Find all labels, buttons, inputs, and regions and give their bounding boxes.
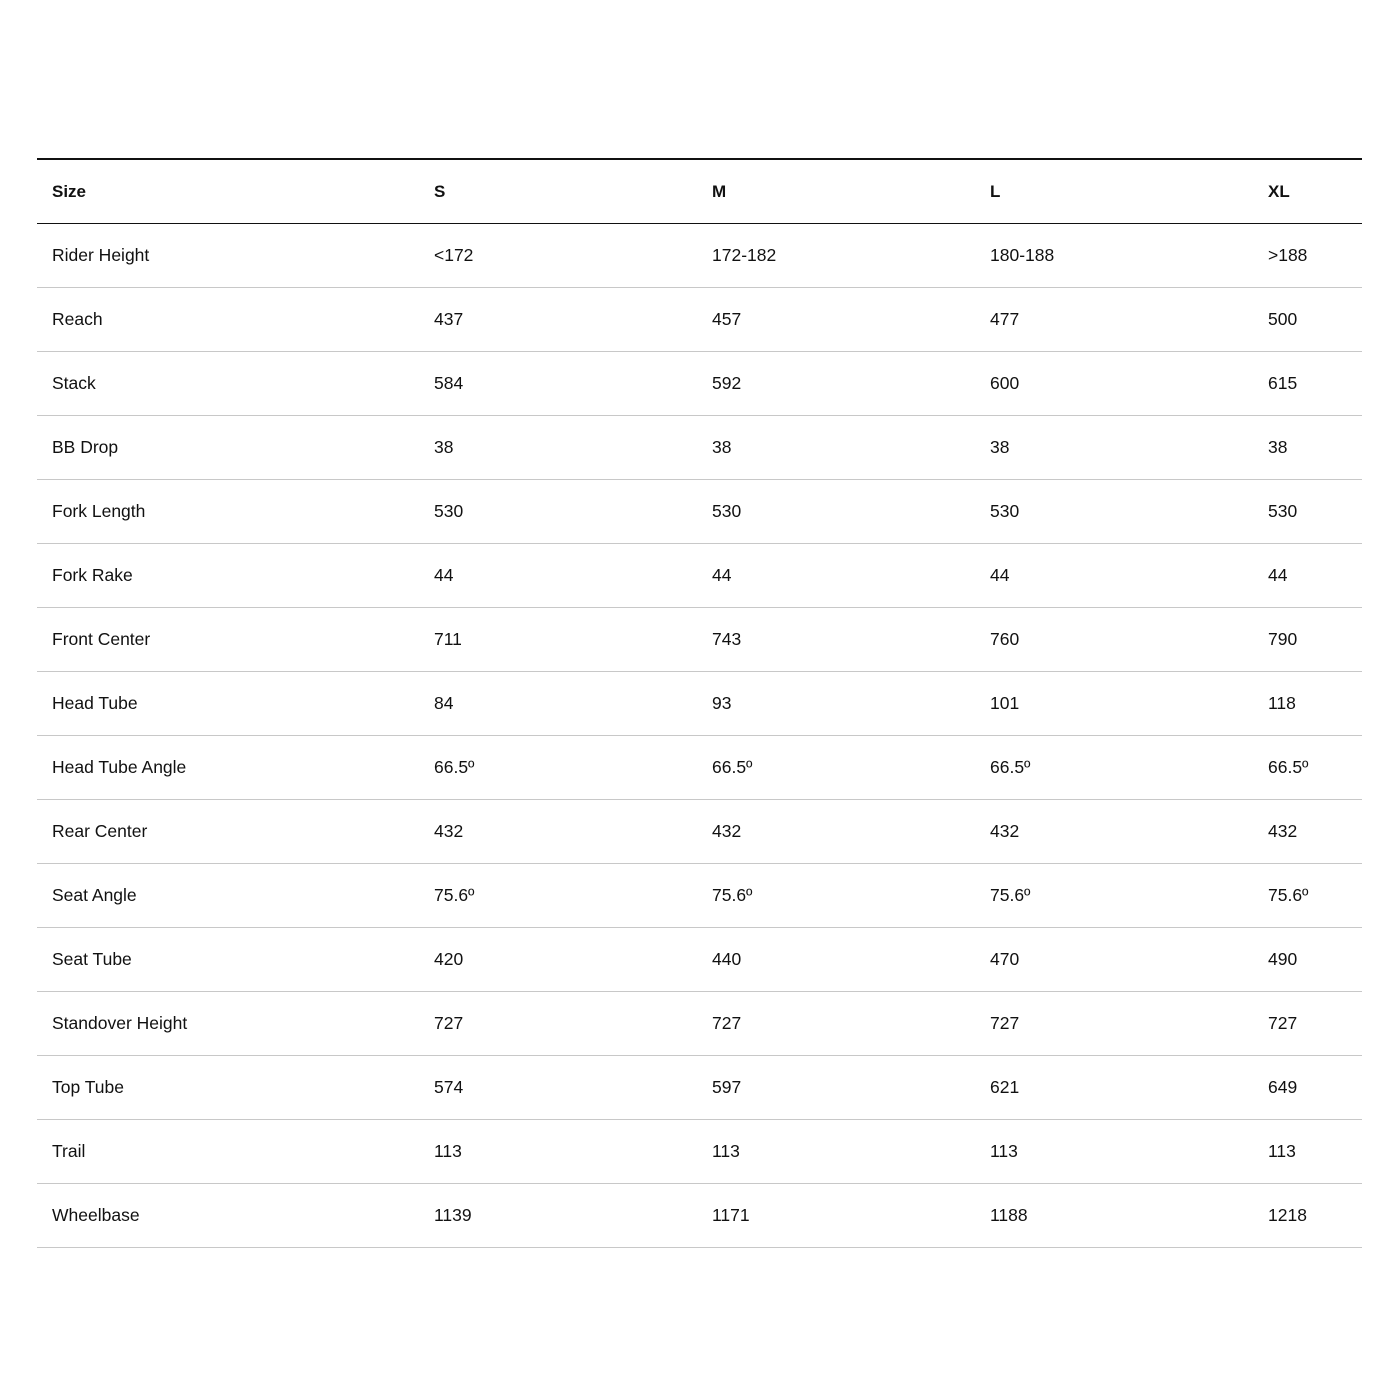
cell-m: 440 xyxy=(712,949,742,969)
row-label: Head Tube Angle xyxy=(52,757,187,777)
cell-l: 113 xyxy=(990,1141,1018,1161)
cell-l: 66.5º xyxy=(990,757,1031,777)
cell-xl: 75.6º xyxy=(1268,885,1309,905)
row-label: Seat Tube xyxy=(52,949,132,969)
cell-s: 38 xyxy=(434,437,454,457)
row-label: Rear Center xyxy=(52,821,148,841)
cell-l: 180-188 xyxy=(990,245,1055,265)
cell-xl: 113 xyxy=(1268,1141,1296,1161)
cell-m: 530 xyxy=(712,501,742,521)
cell-m: 66.5º xyxy=(712,757,753,777)
row-label: Fork Rake xyxy=(52,565,133,585)
row-label: Seat Angle xyxy=(52,885,137,905)
header-size: Size xyxy=(52,181,87,201)
row-label: Rider Height xyxy=(52,245,150,265)
cell-m: 38 xyxy=(712,437,732,457)
cell-xl: 490 xyxy=(1268,949,1298,969)
header-m: M xyxy=(712,181,727,201)
cell-l: 530 xyxy=(990,501,1020,521)
cell-m: 727 xyxy=(712,1013,742,1033)
cell-xl: 530 xyxy=(1268,501,1298,521)
table-row xyxy=(37,1056,1362,1120)
cell-xl: 649 xyxy=(1268,1077,1298,1097)
table-row xyxy=(37,992,1362,1056)
table-row xyxy=(37,416,1362,480)
cell-s: 437 xyxy=(434,309,464,329)
row-label: BB Drop xyxy=(52,437,119,457)
cell-m: 113 xyxy=(712,1141,740,1161)
cell-s: <172 xyxy=(434,245,474,265)
cell-xl: 615 xyxy=(1268,373,1298,393)
cell-s: 432 xyxy=(434,821,464,841)
cell-l: 1188 xyxy=(990,1205,1028,1225)
row-label: Standover Height xyxy=(52,1013,188,1033)
cell-xl: 790 xyxy=(1268,629,1298,649)
cell-s: 530 xyxy=(434,501,464,521)
cell-s: 727 xyxy=(434,1013,464,1033)
header-xl: XL xyxy=(1268,181,1290,201)
cell-m: 743 xyxy=(712,629,742,649)
table-row xyxy=(37,352,1362,416)
cell-m: 93 xyxy=(712,693,732,713)
cell-l: 75.6º xyxy=(990,885,1031,905)
row-label: Reach xyxy=(52,309,103,329)
table-row xyxy=(37,800,1362,864)
cell-s: 420 xyxy=(434,949,464,969)
row-label: Top Tube xyxy=(52,1077,124,1097)
cell-l: 760 xyxy=(990,629,1020,649)
cell-m: 75.6º xyxy=(712,885,753,905)
cell-s: 84 xyxy=(434,693,454,713)
table-row xyxy=(37,224,1362,288)
row-label: Trail xyxy=(52,1141,86,1161)
row-label: Wheelbase xyxy=(52,1205,140,1225)
cell-s: 66.5º xyxy=(434,757,475,777)
cell-l: 727 xyxy=(990,1013,1020,1033)
cell-xl: 727 xyxy=(1268,1013,1298,1033)
cell-xl: 432 xyxy=(1268,821,1298,841)
cell-xl: 38 xyxy=(1268,437,1288,457)
cell-m: 597 xyxy=(712,1077,742,1097)
cell-l: 44 xyxy=(990,565,1010,585)
table-row xyxy=(37,608,1362,672)
cell-s: 574 xyxy=(434,1077,464,1097)
table-row xyxy=(37,288,1362,352)
header-l: L xyxy=(990,181,1001,201)
table-row xyxy=(37,672,1362,736)
row-label: Fork Length xyxy=(52,501,146,521)
table-row xyxy=(37,544,1362,608)
table-row xyxy=(37,480,1362,544)
table-header xyxy=(37,159,1362,224)
cell-xl: >188 xyxy=(1268,245,1308,265)
cell-s: 1139 xyxy=(434,1205,472,1225)
cell-s: 584 xyxy=(434,373,464,393)
row-label: Head Tube xyxy=(52,693,138,713)
cell-s: 44 xyxy=(434,565,454,585)
cell-l: 101 xyxy=(990,693,1020,713)
cell-l: 621 xyxy=(990,1077,1020,1097)
row-label: Stack xyxy=(52,373,96,393)
cell-xl: 118 xyxy=(1268,693,1296,713)
table-row xyxy=(37,1184,1362,1248)
table-row xyxy=(37,928,1362,992)
cell-xl: 1218 xyxy=(1268,1205,1307,1225)
cell-m: 1171 xyxy=(712,1205,750,1225)
cell-m: 432 xyxy=(712,821,742,841)
geometry-table xyxy=(37,158,1362,1248)
header-s: S xyxy=(434,181,446,201)
cell-l: 38 xyxy=(990,437,1010,457)
cell-s: 711 xyxy=(434,629,462,649)
cell-s: 75.6º xyxy=(434,885,475,905)
cell-m: 457 xyxy=(712,309,742,329)
cell-s: 113 xyxy=(434,1141,462,1161)
cell-xl: 44 xyxy=(1268,565,1288,585)
cell-l: 470 xyxy=(990,949,1020,969)
table-body xyxy=(37,224,1362,1248)
header-row xyxy=(37,159,1362,224)
row-label: Front Center xyxy=(52,629,151,649)
table-row xyxy=(37,736,1362,800)
cell-l: 477 xyxy=(990,309,1020,329)
cell-m: 44 xyxy=(712,565,732,585)
table-row xyxy=(37,864,1362,928)
cell-m: 172-182 xyxy=(712,245,777,265)
table-row xyxy=(37,1120,1362,1184)
cell-xl: 500 xyxy=(1268,309,1298,329)
cell-l: 600 xyxy=(990,373,1020,393)
cell-m: 592 xyxy=(712,373,742,393)
cell-xl: 66.5º xyxy=(1268,757,1309,777)
cell-l: 432 xyxy=(990,821,1020,841)
